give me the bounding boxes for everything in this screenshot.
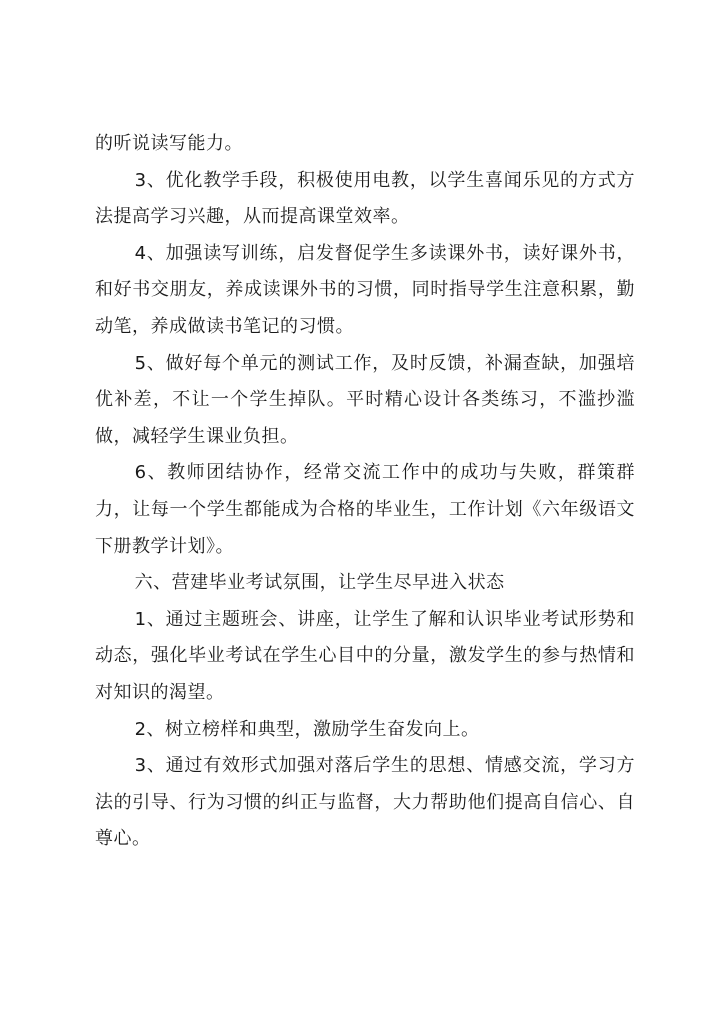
paragraph-item-5: 5、做好每个单元的测试工作，及时反馈，补漏查缺，加强培优补差，不让一个学生掉队。平时精心设计各类练习，不滥抄滥做，减轻学生课业负担。 bbox=[95, 352, 635, 447]
paragraph-item-3: 3、优化教学手段，积极使用电教，以学生喜闻乐见的方式方法提高学习兴趣，从而提高课堂效率。 bbox=[95, 169, 635, 228]
document-body bbox=[95, 126, 635, 858]
paragraph-item-4: 4、加强读写训练，启发督促学生多读课外书，读好课外书，和好书交朋友，养成读课外书的习惯，同时指导学生注意积累，勤动笔，养成做读书笔记的习惯。 bbox=[95, 242, 635, 337]
paragraph-item-6: 6、教师团结协作，经常交流工作中的成功与失败，群策群力，让每一个学生都能成为合格的毕业生，工作计划《六年级语文下册教学计划》。 bbox=[95, 462, 635, 557]
section-heading-six: 六、营建毕业考试氛围，让学生尽早进入状态 bbox=[134, 572, 505, 594]
paragraph-continuation: 的听说读写能力。 bbox=[95, 133, 243, 154]
paragraph-section6-item-2: 2、树立榜样和典型，激励学生奋发向上。 bbox=[134, 718, 480, 740]
paragraph-section6-item-3: 3、通过有效形式加强对落后学生的思想、情感交流，学习方法的引导、行为习惯的纠正与监督，大力帮助他们提高自信心、自尊心。 bbox=[95, 755, 635, 850]
paragraph-section6-item-1: 1、通过主题班会、讲座，让学生了解和认识毕业考试形势和动态，强化毕业考试在学生心目中的分量，激发学生的参与热情和对知识的渴望。 bbox=[95, 608, 635, 703]
